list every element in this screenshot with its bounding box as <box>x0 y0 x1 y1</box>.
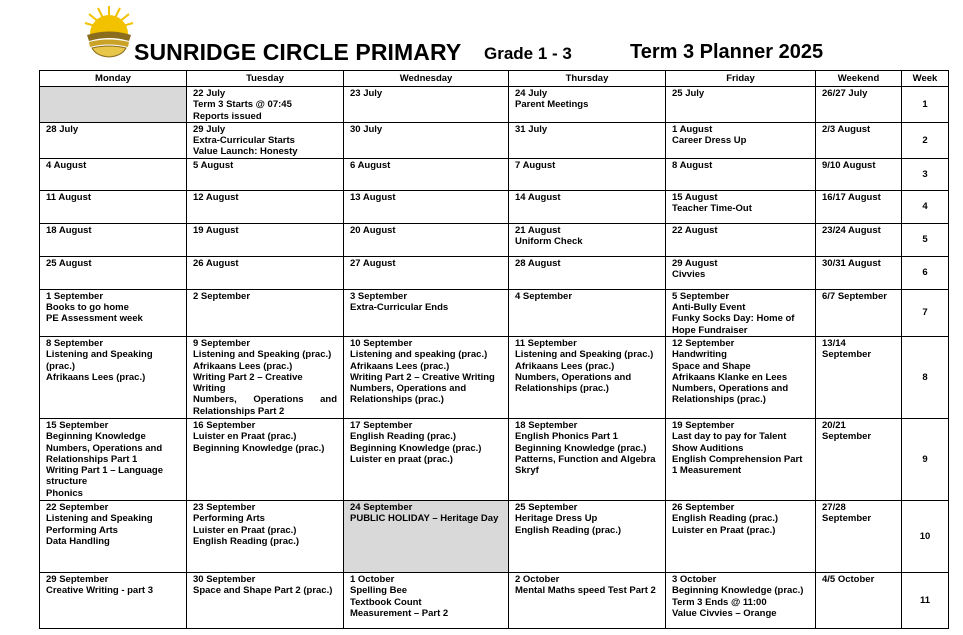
cell-tuesday <box>187 122 344 158</box>
cell-wednesday <box>344 122 509 158</box>
header-thursday: Thursday <box>509 71 666 87</box>
cell-tuesday <box>187 87 344 123</box>
event-text: Luister en Praat (prac.) <box>672 524 776 536</box>
cell-monday <box>40 418 187 500</box>
cell-thursday <box>509 158 666 190</box>
event-text: Beginning Knowledge <box>46 431 146 443</box>
cell-weekend <box>816 336 902 418</box>
event-text: Show Auditions <box>672 442 744 454</box>
event-text: Skryf <box>515 465 539 477</box>
week-number: 1 <box>902 87 949 123</box>
date-label: 7 August <box>515 159 556 171</box>
date-label: 26 September <box>672 501 735 513</box>
school-logo <box>84 4 134 62</box>
event-text: Handwriting <box>672 349 727 361</box>
week-number: 6 <box>902 256 949 289</box>
event-text: Listening and Speaking (prac.) <box>193 349 332 361</box>
date-label: 1 August <box>672 123 713 135</box>
date-label: 25 July <box>672 88 705 99</box>
date-label: 22 August <box>672 224 718 236</box>
event-text: Numbers, Operations and <box>672 383 789 395</box>
date-label: 28 July <box>46 123 79 135</box>
event-text: English Reading (prac.) <box>193 535 300 547</box>
event-text: Textbook Count <box>350 596 422 608</box>
event-text: Term 3 Ends @ 11:00 <box>672 596 767 608</box>
date-label: 5 August <box>193 159 234 171</box>
cell-monday <box>40 336 187 418</box>
date-label: 11 September <box>515 337 577 349</box>
date-label: 4 August <box>46 159 87 171</box>
date-label: 18 September <box>515 419 578 431</box>
table-row <box>40 190 949 223</box>
event-text: Anti-Bully Event <box>672 302 746 314</box>
event-text: Writing <box>193 383 226 395</box>
week-number: 5 <box>902 223 949 256</box>
date-label: 28 August <box>515 257 561 269</box>
cell-friday <box>666 256 816 289</box>
date-label: 2 October <box>515 573 560 585</box>
table-row <box>40 256 949 289</box>
event-text: Writing Part 2 – Creative <box>193 371 303 383</box>
cell-monday <box>40 158 187 190</box>
date-label: 1 October <box>350 573 395 585</box>
cell-wednesday <box>344 223 509 256</box>
date-label: 9 September <box>193 337 251 349</box>
event-text: Listening and speaking (prac.) <box>350 349 488 361</box>
event-text: Value Launch: Honesty <box>193 146 298 158</box>
table-row <box>40 223 949 256</box>
event-text: Relationships (prac.) <box>515 383 609 395</box>
cell-weekend <box>816 256 902 289</box>
event-text: Afrikaans Lees (prac.) <box>350 360 450 372</box>
table-row <box>40 418 949 500</box>
cell-monday <box>40 190 187 223</box>
cell-thursday <box>509 223 666 256</box>
event-text: Performing Arts <box>193 513 265 525</box>
event-text: Space and Shape <box>672 360 751 372</box>
term-planner-table <box>39 70 949 629</box>
date-label: 23/24 August <box>822 224 881 236</box>
date-label: 9/10 August <box>822 159 876 171</box>
event-text: Extra-Curricular Ends <box>350 302 449 314</box>
date-label: 3 October <box>672 573 717 585</box>
date-label: 19 September <box>672 419 735 431</box>
cell-weekend <box>816 500 902 572</box>
cell-thursday <box>509 190 666 223</box>
school-name: SUNRIDGE CIRCLE PRIMARY <box>134 39 462 65</box>
date-label: 27/28 <box>822 501 846 513</box>
event-text: Funky Socks Day: Home of <box>672 313 795 325</box>
cell-friday <box>666 418 816 500</box>
date-label: 11 August <box>46 191 92 203</box>
cell-monday <box>40 122 187 158</box>
date-label: 18 August <box>46 224 92 236</box>
table-row <box>40 87 949 123</box>
date-label: 17 September <box>350 419 413 431</box>
date-label: 19 August <box>193 224 239 236</box>
table-row <box>40 572 949 628</box>
cell-friday <box>666 572 816 628</box>
date-label: 22 September <box>46 501 109 513</box>
date-label: 5 September <box>672 290 730 302</box>
event-text: Term 3 Starts @ 07:45 <box>193 99 292 111</box>
date-label: 22 July <box>193 88 226 99</box>
table-row <box>40 500 949 572</box>
header-week: Week <box>902 71 949 87</box>
event-text: Writing Part 2 – Creative Writing <box>350 371 495 383</box>
event-text: Listening and Speaking (prac.) <box>515 349 654 361</box>
header-friday: Friday <box>666 71 816 87</box>
week-number: 10 <box>902 500 949 572</box>
event-text: English Reading (prac.) <box>350 431 457 443</box>
event-text: Afrikaans Lees (prac.) <box>46 371 146 383</box>
cell-thursday <box>509 572 666 628</box>
event-text: Hope Fundraiser <box>672 324 748 336</box>
event-text: Beginning Knowledge (prac.) <box>350 442 482 454</box>
date-label: 24 July <box>515 88 548 99</box>
cell-friday <box>666 158 816 190</box>
date-label: 3 September <box>350 290 408 302</box>
date-label: 10 September <box>350 337 413 349</box>
event-text: Extra-Curricular Starts <box>193 135 295 147</box>
date-label: 23 July <box>350 88 383 99</box>
cell-thursday <box>509 87 666 123</box>
event-text: Relationships (prac.) <box>350 394 444 406</box>
cell-tuesday <box>187 418 344 500</box>
date-label: 30 September <box>193 573 256 585</box>
date-label: 29 September <box>46 573 109 585</box>
event-text: Relationships Part 1 <box>46 453 138 465</box>
event-text: Uniform Check <box>515 236 583 248</box>
header-wednesday: Wednesday <box>344 71 509 87</box>
cell-thursday <box>509 122 666 158</box>
date-label: 16 September <box>193 419 256 431</box>
event-text: Space and Shape Part 2 (prac.) <box>193 585 333 597</box>
cell-weekend <box>816 289 902 336</box>
date-label: 6/7 September <box>822 290 887 302</box>
date-label: 12 August <box>193 191 239 203</box>
event-text: Luister en Praat (prac.) <box>193 431 297 443</box>
date-label: 26/27 July <box>822 88 868 99</box>
table-row <box>40 336 949 418</box>
event-text: Heritage Dress Up <box>515 513 598 525</box>
cell-weekend <box>816 418 902 500</box>
sun-emblem-icon <box>84 4 134 62</box>
cell-weekend <box>816 158 902 190</box>
event-text: Parent Meetings <box>515 99 589 111</box>
event-text: 1 Measurement <box>672 465 742 477</box>
cell-wednesday <box>344 572 509 628</box>
date-label: 8 August <box>672 159 713 171</box>
date-label: 27 August <box>350 257 396 269</box>
cell-weekend <box>816 572 902 628</box>
cell-wednesday <box>344 500 509 572</box>
event-text: English Comprehension Part <box>672 453 803 465</box>
header-tuesday: Tuesday <box>187 71 344 87</box>
date-label: 16/17 August <box>822 191 881 203</box>
table-row <box>40 158 949 190</box>
cell-tuesday <box>187 190 344 223</box>
cell-thursday <box>509 256 666 289</box>
event-text: Numbers, Operations and <box>350 383 467 395</box>
cell-monday <box>40 87 187 123</box>
date-label: 20 August <box>350 224 396 236</box>
cell-wednesday <box>344 418 509 500</box>
event-text: Creative Writing - part 3 <box>46 585 153 597</box>
date-label: 15 September <box>46 419 109 431</box>
grade-label: Grade 1 - 3 <box>484 44 572 63</box>
event-text: Listening and Speaking <box>46 513 153 525</box>
event-text: Afrikaans Lees (prac.) <box>193 360 293 372</box>
date-label: 13/14 <box>822 337 846 349</box>
cell-weekend <box>816 190 902 223</box>
event-text: structure <box>46 476 88 488</box>
cell-tuesday <box>187 256 344 289</box>
date-label: 25 August <box>46 257 92 269</box>
week-number: 2 <box>902 122 949 158</box>
page-header <box>134 38 954 68</box>
cell-monday <box>40 256 187 289</box>
date-label: 2/3 August <box>822 123 871 135</box>
event-text: Numbers, Operations and <box>193 394 337 406</box>
event-text: Relationships (prac.) <box>672 394 766 406</box>
date-label: 2 September <box>193 290 251 302</box>
cell-tuesday <box>187 572 344 628</box>
cell-monday <box>40 500 187 572</box>
date-label: 25 September <box>515 501 578 513</box>
cell-weekend <box>816 122 902 158</box>
cell-wednesday <box>344 256 509 289</box>
event-text: Performing Arts <box>46 524 118 536</box>
event-text: Beginning Knowledge (prac.) <box>515 442 647 454</box>
event-text: PE Assessment week <box>46 313 143 325</box>
week-number: 9 <box>902 418 949 500</box>
cell-thursday <box>509 336 666 418</box>
event-text: Afrikaans Klanke en Lees <box>672 371 788 383</box>
event-text: Beginning Knowledge (prac.) <box>672 585 804 597</box>
cell-monday <box>40 223 187 256</box>
event-text: September <box>822 431 872 443</box>
planner-title: Term 3 Planner 2025 <box>630 41 824 63</box>
event-text: Teacher Time-Out <box>672 203 752 215</box>
week-number: 4 <box>902 190 949 223</box>
cell-thursday <box>509 500 666 572</box>
cell-friday <box>666 223 816 256</box>
date-label: 6 August <box>350 159 391 171</box>
event-text: September <box>822 349 872 361</box>
cell-tuesday <box>187 158 344 190</box>
event-text: Spelling Bee <box>350 585 408 597</box>
event-text: Phonics <box>46 487 83 499</box>
event-text: Mental Maths speed Test Part 2 <box>515 585 656 597</box>
date-label: 20/21 <box>822 419 846 431</box>
event-text: Books to go home <box>46 302 129 314</box>
event-text: Patterns, Function and Algebra <box>515 453 656 465</box>
event-text: English Phonics Part 1 <box>515 431 618 443</box>
date-label: 31 July <box>515 123 548 135</box>
date-label: 26 August <box>193 257 239 269</box>
event-text: English Reading (prac.) <box>515 524 622 536</box>
event-text: Career Dress Up <box>672 135 747 147</box>
date-label: 29 July <box>193 123 226 135</box>
week-number: 3 <box>902 158 949 190</box>
table-row <box>40 289 949 336</box>
date-label: 24 September <box>350 501 413 513</box>
date-label: 15 August <box>672 191 718 203</box>
event-text: Relationships Part 2 <box>193 405 285 417</box>
date-label: 14 August <box>515 191 561 203</box>
event-text: PUBLIC HOLIDAY – Heritage Day <box>350 513 499 525</box>
event-text: (prac.) <box>46 360 76 372</box>
event-text: Listening and Speaking <box>46 349 153 361</box>
cell-monday <box>40 289 187 336</box>
cell-weekend <box>816 223 902 256</box>
cell-tuesday <box>187 500 344 572</box>
week-number: 8 <box>902 336 949 418</box>
table-row <box>40 122 949 158</box>
cell-wednesday <box>344 336 509 418</box>
cell-friday <box>666 500 816 572</box>
date-label: 21 August <box>515 224 561 236</box>
event-text: Afrikaans Lees (prac.) <box>515 360 615 372</box>
cell-friday <box>666 190 816 223</box>
date-label: 30 July <box>350 123 383 135</box>
cell-thursday <box>509 418 666 500</box>
event-text: English Reading (prac.) <box>672 513 779 525</box>
cell-friday <box>666 87 816 123</box>
week-number: 11 <box>902 572 949 628</box>
cell-thursday <box>509 289 666 336</box>
event-text: Luister en Praat (prac.) <box>193 524 297 536</box>
date-label: 30/31 August <box>822 257 881 269</box>
date-label: 1 September <box>46 290 104 302</box>
date-label: 29 August <box>672 257 718 269</box>
date-label: 8 September <box>46 337 104 349</box>
cell-tuesday <box>187 289 344 336</box>
date-label: 12 September <box>672 337 735 349</box>
event-text: Civvies <box>672 269 706 281</box>
event-text: Luister en praat (prac.) <box>350 453 453 465</box>
event-text: September <box>822 513 872 525</box>
event-text: Value Civvies – Orange <box>672 607 777 619</box>
event-text: Reports issued <box>193 110 262 122</box>
header-monday: Monday <box>40 71 187 87</box>
event-text: Beginning Knowledge (prac.) <box>193 442 325 454</box>
cell-monday <box>40 572 187 628</box>
event-text: Numbers, Operations and <box>46 442 163 454</box>
event-text: Last day to pay for Talent <box>672 431 787 443</box>
cell-tuesday <box>187 223 344 256</box>
cell-wednesday <box>344 190 509 223</box>
header-row <box>40 71 949 87</box>
cell-wednesday <box>344 87 509 123</box>
date-label: 4 September <box>515 290 573 302</box>
cell-tuesday <box>187 336 344 418</box>
cell-wednesday <box>344 289 509 336</box>
event-text: Measurement – Part 2 <box>350 607 449 619</box>
week-number: 7 <box>902 289 949 336</box>
cell-friday <box>666 122 816 158</box>
event-text: Data Handling <box>46 535 110 547</box>
cell-friday <box>666 289 816 336</box>
cell-friday <box>666 336 816 418</box>
date-label: 4/5 October <box>822 573 875 585</box>
header-weekend: Weekend <box>816 71 902 87</box>
cell-wednesday <box>344 158 509 190</box>
date-label: 23 September <box>193 501 256 513</box>
date-label: 13 August <box>350 191 396 203</box>
event-text: Writing Part 1 – Language <box>46 465 164 477</box>
event-text: Numbers, Operations and <box>515 371 632 383</box>
cell-weekend <box>816 87 902 123</box>
